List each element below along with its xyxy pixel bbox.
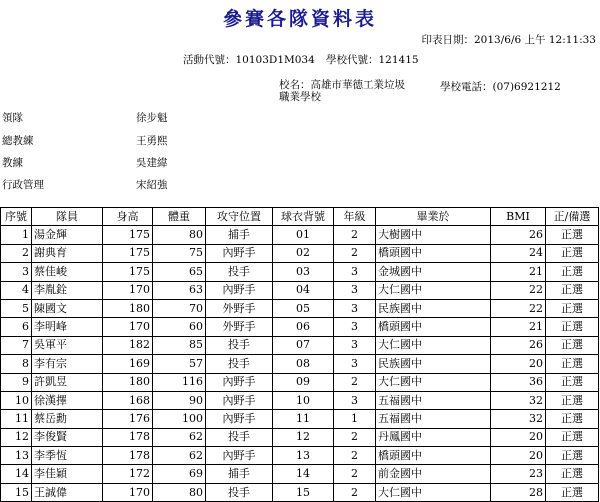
player-jersey: 11 — [273, 410, 334, 428]
staff-role: 教練 — [2, 157, 23, 169]
row-number: 11 — [1, 410, 32, 428]
player-weight: 90 — [153, 391, 206, 409]
player-bmi: 32 — [491, 391, 546, 409]
player-status: 正選 — [546, 483, 599, 501]
player-grade: 2 — [334, 447, 376, 465]
player-bmi: 22 — [491, 299, 546, 317]
player-status: 正選 — [546, 410, 599, 428]
player-jersey: 06 — [273, 318, 334, 336]
player-bmi: 20 — [491, 447, 546, 465]
player-weight: 75 — [153, 244, 206, 262]
player-weight: 62 — [153, 447, 206, 465]
school-name-line1: 高雄市華德工業垃圾 — [310, 79, 405, 91]
player-height: 176 — [103, 410, 153, 428]
row-number: 6 — [1, 318, 32, 336]
player-weight: 80 — [153, 226, 206, 244]
school-name — [279, 79, 405, 103]
player-height: 178 — [103, 447, 153, 465]
column-header: 畢業於 — [376, 208, 491, 226]
table-header-row — [1, 208, 599, 226]
table-row — [1, 410, 599, 428]
player-name: 湯金輝 — [32, 226, 103, 244]
player-height: 170 — [103, 483, 153, 501]
player-school: 大仁國中 — [376, 373, 491, 391]
player-weight: 69 — [153, 465, 206, 483]
player-jersey: 12 — [273, 428, 334, 446]
player-weight: 100 — [153, 410, 206, 428]
row-number: 9 — [1, 373, 32, 391]
player-grade: 3 — [334, 336, 376, 354]
column-header: 隊員 — [32, 208, 103, 226]
player-position: 捕手 — [206, 465, 273, 483]
table-row — [1, 373, 599, 391]
row-number: 1 — [1, 226, 32, 244]
player-position: 投手 — [206, 263, 273, 281]
player-height: 182 — [103, 336, 153, 354]
table-row — [1, 465, 599, 483]
player-name: 李季恆 — [32, 447, 103, 465]
player-grade: 3 — [334, 263, 376, 281]
player-position: 內野手 — [206, 244, 273, 262]
column-header: 正/備選 — [546, 208, 599, 226]
row-number: 5 — [1, 299, 32, 317]
player-school: 大仁國中 — [376, 281, 491, 299]
player-school: 大仁國中 — [376, 336, 491, 354]
player-weight: 85 — [153, 336, 206, 354]
player-status: 正選 — [546, 373, 599, 391]
phone-label: 學校電話： — [440, 81, 493, 93]
school-phone — [440, 79, 561, 94]
player-position: 內野手 — [206, 391, 273, 409]
school-code-label: 學校代號： — [326, 54, 379, 66]
player-name: 李俊賢 — [32, 428, 103, 446]
player-position: 投手 — [206, 336, 273, 354]
player-grade: 3 — [334, 355, 376, 373]
table-row — [1, 428, 599, 446]
school-name-line2: 職業學校 — [279, 91, 321, 103]
row-number: 7 — [1, 336, 32, 354]
player-height: 172 — [103, 465, 153, 483]
player-weight: 80 — [153, 483, 206, 501]
player-jersey: 10 — [273, 391, 334, 409]
player-grade: 2 — [334, 373, 376, 391]
player-bmi: 32 — [491, 410, 546, 428]
player-school: 民族國中 — [376, 299, 491, 317]
player-status: 正選 — [546, 244, 599, 262]
player-grade: 2 — [334, 465, 376, 483]
player-school: 橋頭國中 — [376, 244, 491, 262]
player-bmi: 22 — [491, 281, 546, 299]
staff-name: 宋紹強 — [136, 179, 168, 191]
player-status: 正選 — [546, 428, 599, 446]
player-name: 徐漢擇 — [32, 391, 103, 409]
staff-name: 吳建緯 — [136, 157, 168, 169]
player-position: 投手 — [206, 355, 273, 373]
player-bmi: 28 — [491, 483, 546, 501]
roster-table — [0, 207, 599, 502]
row-number: 12 — [1, 428, 32, 446]
player-name: 謝典育 — [32, 244, 103, 262]
column-header: 球衣背號 — [273, 208, 334, 226]
player-grade: 2 — [334, 428, 376, 446]
player-grade: 3 — [334, 281, 376, 299]
activity-code-label: 活動代號： — [183, 54, 236, 66]
player-name: 許凱昱 — [32, 373, 103, 391]
player-status: 正選 — [546, 281, 599, 299]
player-name: 王誠偉 — [32, 483, 103, 501]
player-grade: 3 — [334, 299, 376, 317]
player-position: 外野手 — [206, 318, 273, 336]
player-position: 捕手 — [206, 226, 273, 244]
player-grade: 3 — [334, 391, 376, 409]
table-row — [1, 355, 599, 373]
player-grade: 2 — [334, 226, 376, 244]
player-name: 蔡佳峻 — [32, 263, 103, 281]
staff-role: 領隊 — [2, 112, 23, 124]
table-row — [1, 299, 599, 317]
column-header: BMI — [491, 208, 546, 226]
player-weight: 57 — [153, 355, 206, 373]
staff-name: 王勇熙 — [136, 135, 168, 147]
player-height: 180 — [103, 299, 153, 317]
player-jersey: 15 — [273, 483, 334, 501]
player-bmi: 24 — [491, 244, 546, 262]
player-grade: 2 — [334, 244, 376, 262]
table-row — [1, 263, 599, 281]
table-row — [1, 391, 599, 409]
report-title: 參賽各隊資料表 — [222, 8, 377, 30]
row-number: 15 — [1, 483, 32, 501]
player-school: 大樹國中 — [376, 226, 491, 244]
player-status: 正選 — [546, 226, 599, 244]
print-date-label: 印表日期： — [421, 34, 474, 46]
column-header: 身高 — [103, 208, 153, 226]
print-date-value: 2013/6/6 上午 12:11:33 — [474, 34, 596, 46]
player-grade: 1 — [334, 410, 376, 428]
player-name: 吳軍平 — [32, 336, 103, 354]
player-school: 橋頭國中 — [376, 318, 491, 336]
player-height: 180 — [103, 373, 153, 391]
column-header: 年級 — [334, 208, 376, 226]
row-number: 14 — [1, 465, 32, 483]
player-weight: 60 — [153, 318, 206, 336]
player-name: 李明峰 — [32, 318, 103, 336]
player-position: 外野手 — [206, 299, 273, 317]
player-status: 正選 — [546, 263, 599, 281]
player-name: 李有宗 — [32, 355, 103, 373]
row-number: 4 — [1, 281, 32, 299]
table-row — [1, 281, 599, 299]
activity-code-value: 10103D1M034 — [235, 54, 315, 66]
print-date — [422, 32, 597, 47]
player-bmi: 21 — [491, 263, 546, 281]
column-header: 體重 — [153, 208, 206, 226]
player-jersey: 04 — [273, 281, 334, 299]
player-position: 內野手 — [206, 447, 273, 465]
player-school: 大仁國中 — [376, 483, 491, 501]
player-bmi: 21 — [491, 318, 546, 336]
player-school: 橋頭國中 — [376, 447, 491, 465]
player-jersey: 02 — [273, 244, 334, 262]
player-status: 正選 — [546, 355, 599, 373]
phone-value: (07)6921212 — [492, 81, 561, 93]
player-status: 正選 — [546, 318, 599, 336]
player-name: 李胤銓 — [32, 281, 103, 299]
player-status: 正選 — [546, 299, 599, 317]
table-row — [1, 447, 599, 465]
player-jersey: 13 — [273, 447, 334, 465]
column-header: 序號 — [1, 208, 32, 226]
school-code-value: 121415 — [378, 54, 419, 66]
player-jersey: 01 — [273, 226, 334, 244]
player-position: 投手 — [206, 428, 273, 446]
activity-code — [183, 52, 315, 67]
player-bmi: 20 — [491, 355, 546, 373]
player-status: 正選 — [546, 447, 599, 465]
player-bmi: 20 — [491, 428, 546, 446]
player-school: 丹鳳國中 — [376, 428, 491, 446]
player-status: 正選 — [546, 336, 599, 354]
player-bmi: 36 — [491, 373, 546, 391]
table-row — [1, 336, 599, 354]
player-school: 金城國中 — [376, 263, 491, 281]
player-height: 175 — [103, 263, 153, 281]
table-row — [1, 226, 599, 244]
player-school: 前金國中 — [376, 465, 491, 483]
player-bmi: 26 — [491, 226, 546, 244]
player-height: 168 — [103, 391, 153, 409]
row-number: 2 — [1, 244, 32, 262]
row-number: 13 — [1, 447, 32, 465]
player-height: 178 — [103, 428, 153, 446]
player-name: 蔡岳勳 — [32, 410, 103, 428]
player-jersey: 05 — [273, 299, 334, 317]
player-status: 正選 — [546, 465, 599, 483]
player-jersey: 03 — [273, 263, 334, 281]
staff-role: 行政管理 — [2, 179, 44, 191]
player-name: 李佳穎 — [32, 465, 103, 483]
player-height: 169 — [103, 355, 153, 373]
player-name: 陳國文 — [32, 299, 103, 317]
player-position: 內野手 — [206, 410, 273, 428]
player-weight: 116 — [153, 373, 206, 391]
player-position: 內野手 — [206, 281, 273, 299]
player-grade: 3 — [334, 318, 376, 336]
player-position: 投手 — [206, 483, 273, 501]
player-school: 民族國中 — [376, 355, 491, 373]
player-school: 五福國中 — [376, 410, 491, 428]
player-jersey: 08 — [273, 355, 334, 373]
staff-name: 徐步魁 — [136, 112, 168, 124]
row-number: 10 — [1, 391, 32, 409]
player-height: 175 — [103, 226, 153, 244]
player-height: 170 — [103, 281, 153, 299]
player-weight: 62 — [153, 428, 206, 446]
player-grade: 2 — [334, 483, 376, 501]
staff-role: 總教練 — [2, 135, 34, 147]
player-bmi: 23 — [491, 465, 546, 483]
player-jersey: 09 — [273, 373, 334, 391]
player-weight: 70 — [153, 299, 206, 317]
player-jersey: 07 — [273, 336, 334, 354]
player-weight: 63 — [153, 281, 206, 299]
school-code — [326, 52, 419, 67]
player-height: 170 — [103, 318, 153, 336]
player-bmi: 26 — [491, 336, 546, 354]
player-school: 五福國中 — [376, 391, 491, 409]
row-number: 8 — [1, 355, 32, 373]
table-row — [1, 244, 599, 262]
player-jersey: 14 — [273, 465, 334, 483]
column-header: 攻守位置 — [206, 208, 273, 226]
table-row — [1, 483, 599, 501]
player-position: 內野手 — [206, 373, 273, 391]
row-number: 3 — [1, 263, 32, 281]
player-height: 175 — [103, 244, 153, 262]
table-row — [1, 318, 599, 336]
player-status: 正選 — [546, 391, 599, 409]
player-weight: 65 — [153, 263, 206, 281]
school-name-label: 校名： — [279, 79, 311, 91]
